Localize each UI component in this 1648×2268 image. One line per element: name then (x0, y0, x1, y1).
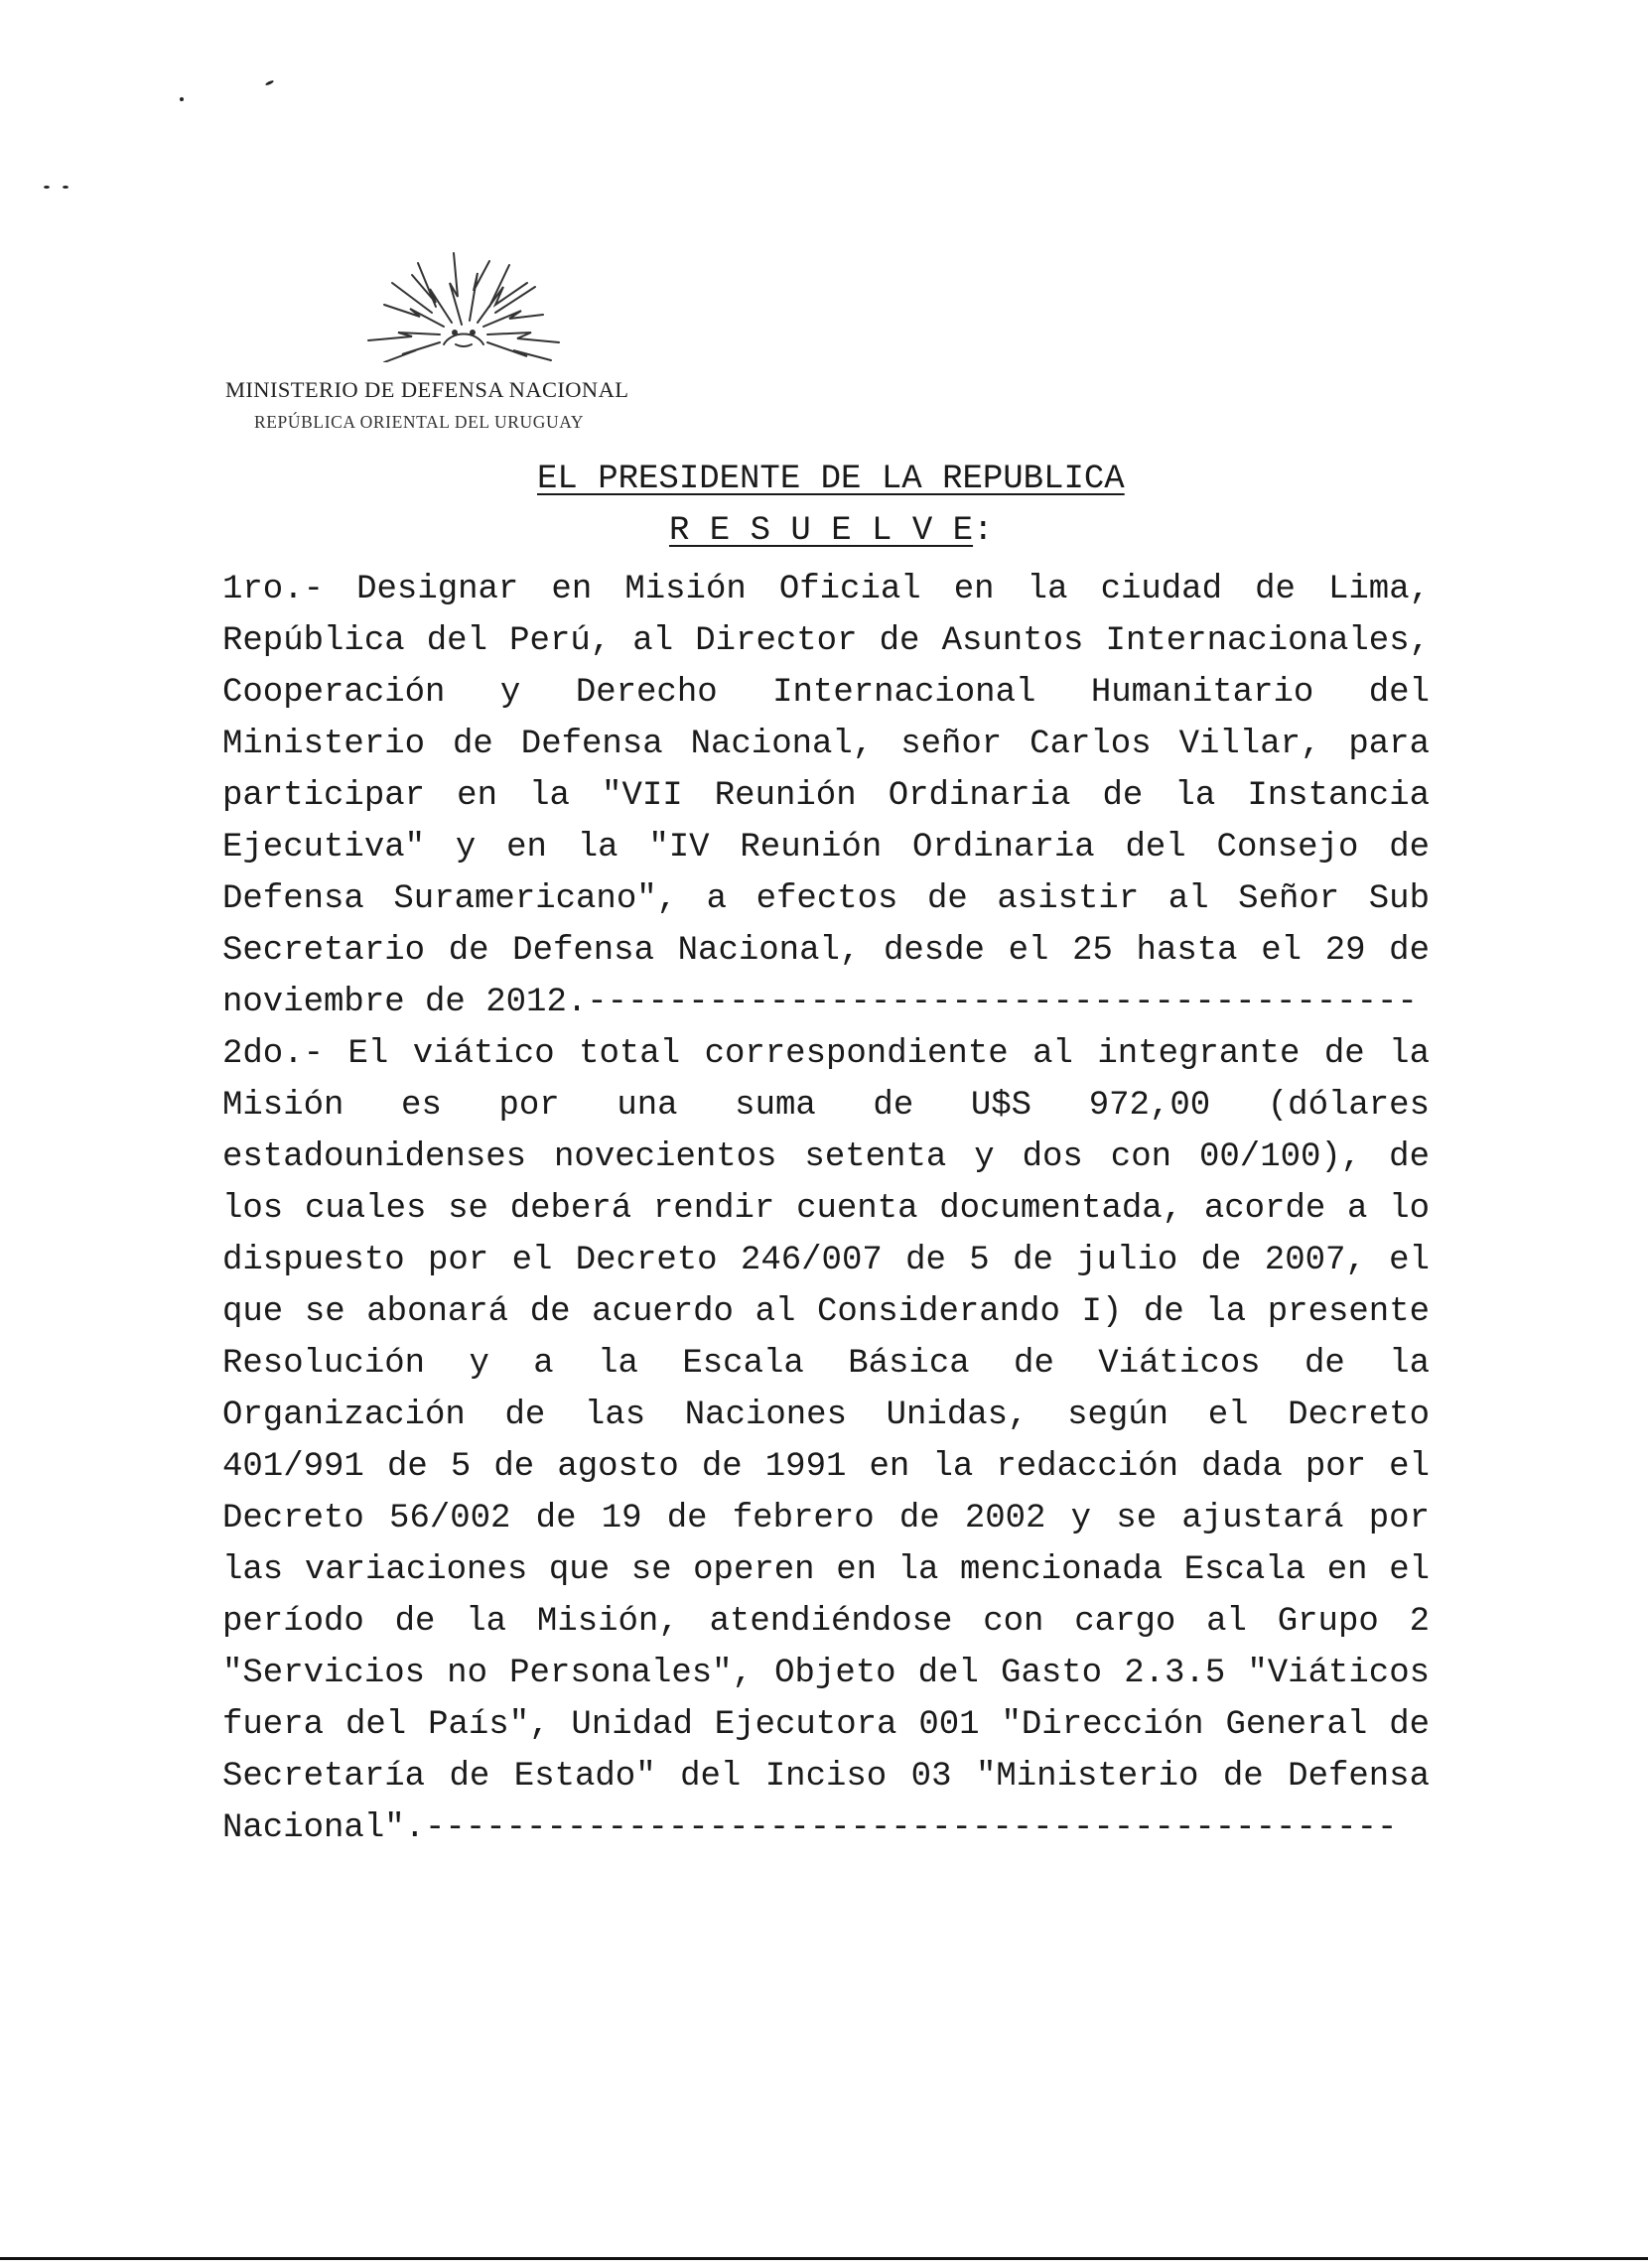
resolution-body (222, 564, 1430, 1854)
body-line: "Servicios no Personales", Objeto del Gasto 2.3.5 "Viáticos (222, 1655, 1430, 1692)
scan-speck (265, 79, 274, 86)
sun-emblem-icon (333, 213, 591, 362)
ministry-name: MINISTERIO DE DEFENSA NACIONAL (225, 377, 629, 402)
body-line: Ministerio de Defensa Nacional, señor Carlos Villar, para (222, 726, 1430, 763)
body-line: Misión es por una suma de U$S 972,00 (dólares (222, 1087, 1430, 1125)
body-line: 401/991 de 5 de agosto de 1991 en la redacción dada por el (222, 1448, 1430, 1486)
resolves-word: R E S U E L V E (669, 512, 974, 550)
body-line: 1ro.- Designar en Misión Oficial en la ciudad de Lima, (222, 571, 1430, 608)
body-line: Organización de las Naciones Unidas, según el Decreto (222, 1397, 1430, 1434)
body-line: Cooperación y Derecho Internacional Humanitario del (222, 674, 1430, 712)
body-line: dispuesto por el Decreto 246/007 de 5 de julio de 2007, el (222, 1242, 1430, 1279)
resolves-heading (669, 512, 993, 550)
scan-speck (44, 186, 50, 189)
body-line: 2do.- El viático total correspondiente al integrante de la (222, 1035, 1430, 1073)
document-title: EL PRESIDENTE DE LA REPUBLICA (537, 461, 1125, 498)
body-line: estadounidenses novecientos setenta y dos con 00/100), de (222, 1138, 1430, 1176)
resolves-colon: : (973, 512, 994, 550)
page-bottom-rule (0, 2257, 1648, 2260)
body-line: República del Perú, al Director de Asuntos Internacionales, (222, 622, 1430, 660)
body-line: noviembre de 2012.----------------------------------------- (222, 984, 1418, 1021)
scan-speck (180, 97, 184, 101)
body-line: Resolución y a la Escala Básica de Viáticos de la (222, 1345, 1430, 1383)
body-line: las variaciones que se operen en la mencionada Escala en el (222, 1551, 1430, 1589)
body-line: período de la Misión, atendiéndose con cargo al Grupo 2 (222, 1603, 1430, 1641)
body-line: Secretaría de Estado" del Inciso 03 "Ministerio de Defensa (222, 1758, 1430, 1796)
body-line: los cuales se deberá rendir cuenta documentada, acorde a lo (222, 1190, 1430, 1228)
body-line: participar en la "VII Reunión Ordinaria de la Instancia (222, 777, 1430, 815)
body-line: Defensa Suramericano", a efectos de asistir al Señor Sub (222, 880, 1430, 918)
body-line: que se abonará de acuerdo al Considerando I) de la presente (222, 1293, 1430, 1331)
body-line: Nacional".------------------------------------------------ (222, 1809, 1398, 1847)
republic-name: REPÚBLICA ORIENTAL DEL URUGUAY (254, 412, 585, 432)
body-line: Ejecutiva" y en la "IV Reunión Ordinaria del Consejo de (222, 829, 1430, 867)
scan-speck (63, 186, 69, 189)
body-line: Secretario de Defensa Nacional, desde el 25 hasta el 29 de (222, 932, 1430, 970)
body-line: Decreto 56/002 de 19 de febrero de 2002 y se ajustará por (222, 1500, 1430, 1537)
body-line: fuera del País", Unidad Ejecutora 001 "Dirección General de (222, 1706, 1430, 1744)
